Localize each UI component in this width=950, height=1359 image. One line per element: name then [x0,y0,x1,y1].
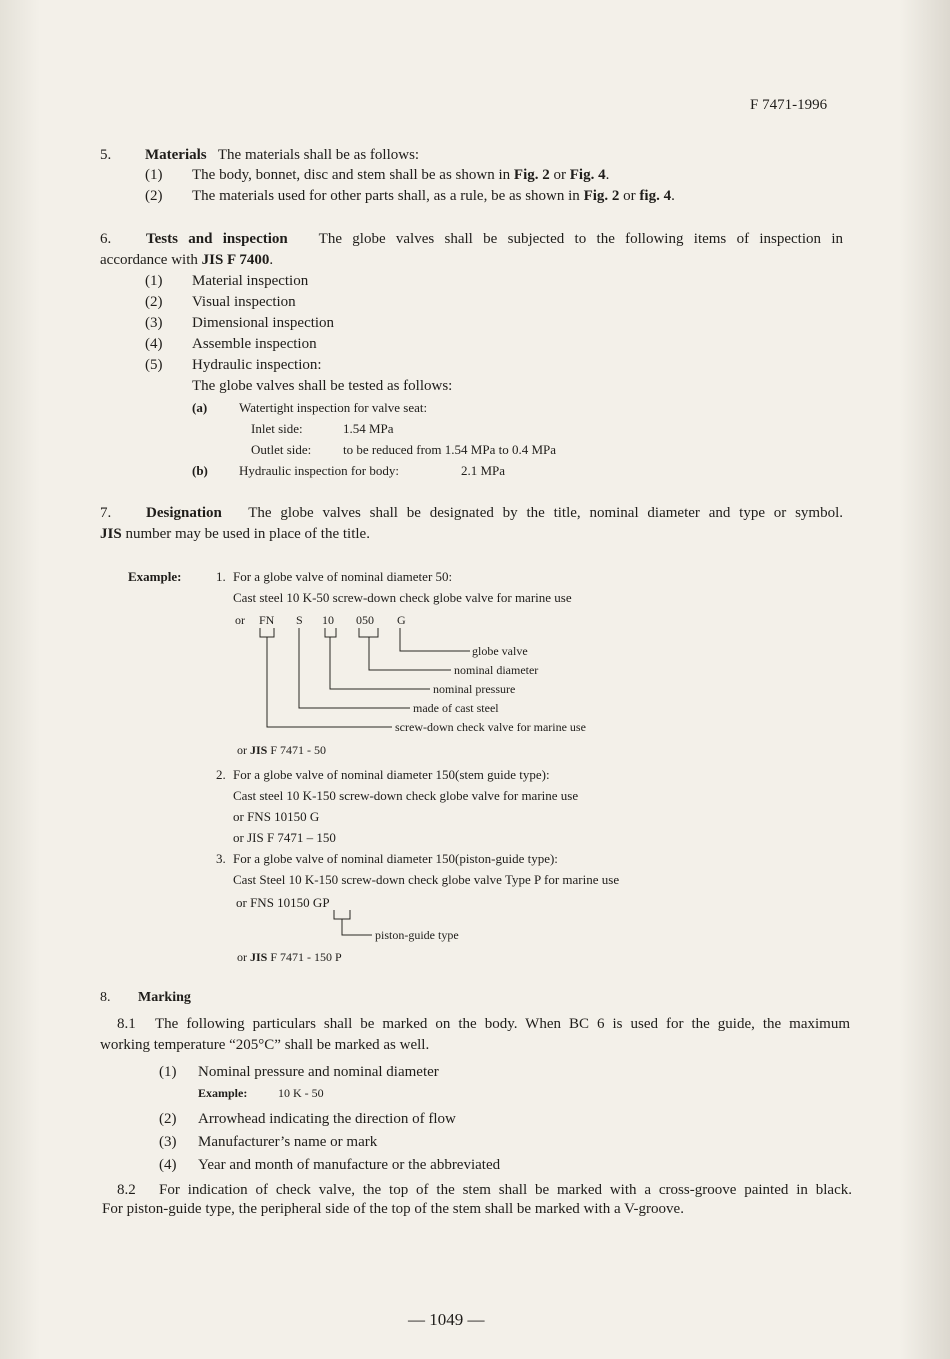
list-item-number: (3) [159,1134,177,1150]
section-intro: The materials shall be as follows: [217,147,420,163]
list-item: Hydraulic inspection: [192,357,322,373]
section-number: 6. [100,231,112,247]
designation-label: globe valve [472,644,528,658]
document-number: F 7471-1996 [750,97,828,113]
figure-reference: fig. 4 [639,188,672,204]
section-number: 8. [100,990,111,1005]
list-item-number: (2) [145,294,163,310]
example-line: Cast steel 10 K-150 screw-down check globe valve for marine use [233,788,579,803]
section-title: Marking [138,990,191,1005]
code-bracket [334,910,350,919]
example-number: 1. [216,569,226,584]
list-item: Nominal pressure and nominal diameter [198,1064,439,1080]
sub-item-text: Hydraulic inspection for body: [239,463,399,478]
list-item-number: (2) [159,1111,177,1127]
example-text: For a globe valve of nominal diameter 150(stem guide type): [233,767,550,782]
list-item-number: (1) [159,1064,177,1080]
paragraph-line: The globe valves shall be designated by the title, nominal diameter and type or symbol. [248,505,843,521]
figure-reference: Fig. 4 [569,167,606,183]
list-item-number: (2) [145,188,163,204]
designation-label: screw-down check valve for marine use [395,720,586,734]
example-label: Example: [198,1086,248,1100]
section-title: Tests and inspection [146,231,288,247]
code-segment: 050 [356,613,374,627]
paragraph-line: For indication of check valve, the top of the stem shall be marked with a cross-groove painted in black. [159,1182,852,1198]
list-item: Manufacturer’s name or mark [198,1134,378,1150]
list-item-number: (1) [145,167,163,183]
example-text: For a globe valve of nominal diameter 150(piston-guide type): [233,851,558,866]
section-title: Designation [146,505,222,521]
sub-item-label: (b) [192,463,208,478]
example-line: Cast steel 10 K-50 screw-down check globe valve for marine use [233,590,572,605]
example-value: 10 K - 50 [278,1086,324,1100]
list-item: Visual inspection [192,294,296,310]
or-jis-line: or JIS F 7471 - 150 P [237,950,342,964]
inlet-label: Inlet side: [251,421,303,436]
or-label: or [235,613,245,627]
designation-label: nominal diameter [454,663,539,677]
body-pressure-value: 2.1 MPa [461,463,506,478]
list-item-number: (5) [145,357,163,373]
figure-reference: Fig. 2 [513,167,550,183]
paragraph-line: accordance with JIS F 7400. [100,252,274,268]
code-segment: G [397,613,406,627]
paragraph-line: working temperature “205°C” shall be marked as well. [100,1037,430,1053]
list-item: The materials used for other parts shall, as a rule, be as shown in Fig. 2 or fig. 4. [192,188,675,204]
sub-item-label: (a) [192,400,208,415]
code-segment: 10 [322,613,334,627]
list-item: Material inspection [192,273,309,289]
list-item-number: (3) [145,315,163,331]
hydraulic-intro: The globe valves shall be tested as follows: [192,378,453,394]
designation-label: nominal pressure [433,682,516,696]
list-item: The body, bonnet, disc and stem shall be as shown in Fig. 2 or Fig. 4. [192,167,610,183]
paragraph-line: The globe valves shall be subjected to the following items of inspection in [318,231,843,247]
list-item-number: (4) [145,336,163,352]
clause-number: 8.2 [117,1182,136,1198]
designation-label: made of cast steel [413,701,499,715]
example-line: or FNS 10150 G [233,809,320,824]
paragraph-line: The following particulars shall be marked on the body. When BC 6 is used for the guide, the maximum [155,1016,850,1032]
standard-reference: JIS F 7400 [201,252,270,268]
clause-number: 8.1 [117,1016,136,1032]
leader-piston-guide [342,919,372,935]
section-number: 7. [100,505,112,521]
list-item: Dimensional inspection [192,315,335,331]
designation-label: piston-guide type [375,928,459,942]
or-jis-line: or JIS F 7471 - 50 [237,743,327,757]
paragraph-line: For piston-guide type, the peripheral side of the top of the stem shall be marked with a V-groove. [102,1201,684,1217]
list-item-number: (1) [145,273,163,289]
paragraph-line: JIS number may be used in place of the title. [100,526,370,542]
outlet-label: Outlet side: [251,442,312,457]
example-number: 2. [216,767,226,782]
example-line: or FNS 10150 GP [236,895,330,910]
example-line: Cast Steel 10 K-150 screw-down check globe valve Type P for marine use [233,872,620,887]
example-label: Example: [128,569,182,584]
inlet-value: 1.54 MPa [343,421,394,436]
example-text: For a globe valve of nominal diameter 50: [233,569,453,584]
section-title: Materials [145,147,207,163]
section-number: 5. [100,147,112,163]
list-item: Arrowhead indicating the direction of flow [198,1111,456,1127]
figure-reference: Fig. 2 [583,188,620,204]
list-item-number: (4) [159,1157,177,1173]
code-segment: S [296,613,303,627]
outlet-value: to be reduced from 1.54 MPa to 0.4 MPa [343,442,557,457]
list-item: Assemble inspection [192,336,317,352]
example-line: or JIS F 7471 – 150 [233,830,336,845]
sub-item-text: Watertight inspection for valve seat: [239,400,428,415]
example-number: 3. [216,851,226,866]
list-item: Year and month of manufacture or the abbreviated [198,1157,501,1173]
code-segment: FN [259,613,275,627]
page-number: — 1049 — [408,1310,485,1329]
